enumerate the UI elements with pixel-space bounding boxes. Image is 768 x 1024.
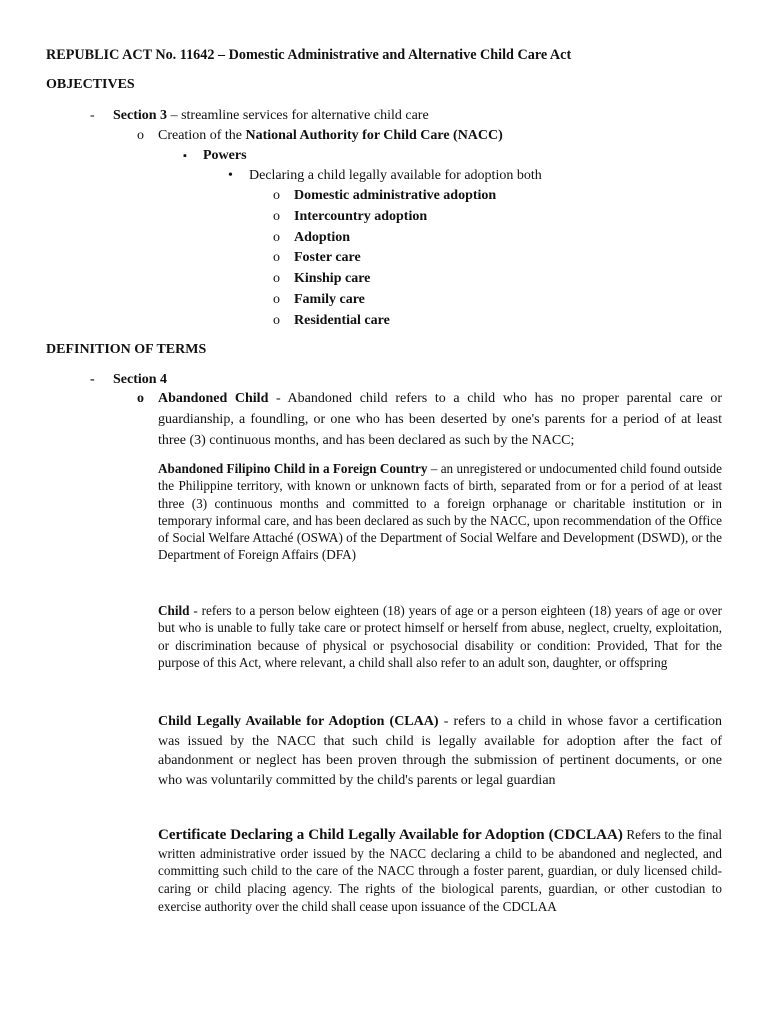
definition-term: Child Legally Available for Adoption (CLAA) (158, 714, 439, 729)
nacc-label: National Authority for Child Care (NACC) (245, 128, 503, 143)
definition-paragraph (158, 388, 722, 451)
circle-bullet: o (137, 128, 144, 143)
round-bullet: • (228, 168, 233, 183)
adoption-item: Foster care (294, 250, 361, 265)
circle-bullet: o (273, 271, 280, 286)
adoption-item: Family care (294, 292, 365, 307)
section-3-label: Section 3 (113, 108, 168, 123)
circle-bullet: o (273, 250, 280, 265)
circle-bullet: o (273, 230, 280, 245)
definition-paragraph (158, 602, 722, 671)
adoption-item: Domestic administrative adoption (294, 188, 497, 203)
section-3-text: – streamline services for alternative child care (167, 108, 429, 123)
section-3-line (113, 107, 429, 125)
definition-text: Refers to the final written administrative order issued by the NACC declaring a child to be abandoned and neglected, and committing such child to the care of the NACC through a foster parent, guardian, or duly licensed child-caring or child placing agency. The rights of the biological parents, guardian, or other custodian to exercise authority over the child shall cease upon issuance of the CDCLAA (158, 827, 723, 914)
objectives-heading: OBJECTIVES (46, 77, 135, 92)
adoption-item: Intercountry adoption (294, 209, 428, 224)
definition-term: Certificate Declaring a Child Legally Available for Adoption (CDCLAA) (158, 827, 623, 843)
creation-line (158, 127, 503, 145)
definition-text: - refers to a child in whose favor a certification was issued by the NACC that such child is legally available for adoption after the fact of abandonment or neglect has been proven through the submission of pertinent documents, or one who was voluntarily committed by the child's parents or legal guardian (158, 714, 722, 788)
circle-bullet: o (273, 313, 280, 328)
circle-bullet: o (273, 209, 280, 224)
definition-text: – an unregistered or undocumented child found outside the Philippine territory, with known or unknown facts of birth, separated from or for a period of at least three (3) continuous months and committed to a foreign orphanage or charitable institution or in temporary informal care, and has been declared as such by the NACC, upon recommendation of the Office of Social Welfare Attaché (OSWA) of the Department of Social Welfare and Development (DSWD), or the Department of Foreign Affairs (DFA) (158, 461, 722, 563)
definition-paragraph (158, 826, 722, 916)
adoption-item: Residential care (294, 313, 390, 328)
adoption-item: Adoption (294, 230, 351, 245)
declaring-line: Declaring a child legally available for adoption both (249, 168, 542, 183)
definitions-heading: DEFINITION OF TERMS (46, 342, 207, 357)
powers-label: Powers (203, 148, 247, 163)
definition-paragraph (158, 460, 722, 564)
circle-bullet: o (273, 292, 280, 307)
definition-term: Child (158, 603, 190, 618)
circle-bullet: o (273, 188, 280, 203)
dash-bullet: - (90, 108, 95, 123)
definition-paragraph (158, 712, 722, 790)
section-4-label: Section 4 (113, 372, 168, 387)
square-bullet: ▪ (183, 150, 187, 162)
definition-text: - Abandoned child refers to a child who has no proper parental care or guardianship, a foundling, or one who has been deserted by one's parents for a period of at least three (3) continuous months, and has been declared as such by the NACC; (158, 391, 722, 448)
creation-text: Creation of the (158, 128, 246, 143)
document-title: REPUBLIC ACT No. 11642 – Domestic Administrative and Alternative Child Care Act (46, 47, 572, 63)
adoption-item: Kinship care (294, 271, 371, 286)
circle-bullet: o (137, 391, 144, 406)
definition-term: Abandoned Filipino Child in a Foreign Country (158, 461, 428, 476)
definition-term: Abandoned Child (158, 391, 269, 406)
dash-bullet: - (90, 372, 95, 387)
definition-text: - refers to a person below eighteen (18) years of age or a person eighteen (18) years of age or over but who is unable to fully take care or protect himself or herself from abuse, neglect, cruelty, exploitation, or discrimination because of physical or psychosocial disability or condition: Provided, That for the purpose of this Act, where relevant, a child shall also refer to an adult son, daughter, or offspring (158, 603, 722, 670)
